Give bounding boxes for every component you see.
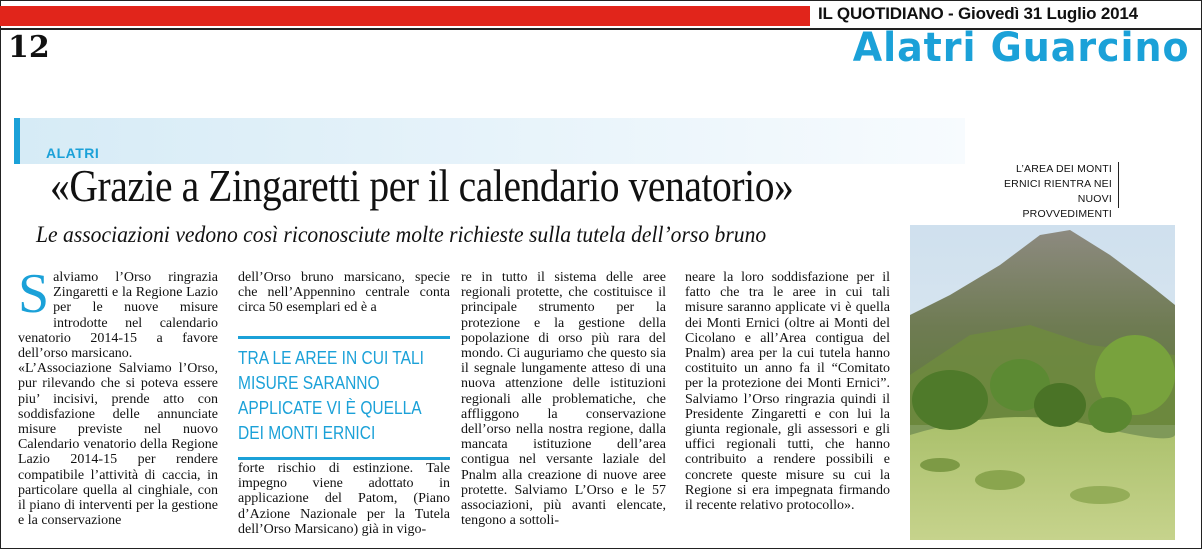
article-column-2-top [238,270,450,316]
article-headline: «Grazie a Zingaretti per il calendario venatorio» [50,160,794,211]
caption-line: NUOVI PROVVEDIMENTI [1022,193,1112,220]
section-title: Alatri Guarcino [853,25,1190,71]
drop-cap: S [18,263,50,325]
pull-quote-line: TRA LE AREE IN CUI TALI [238,347,424,368]
masthead-title: IL QUOTIDIANO - Giovedì 31 Luglio 2014 [818,4,1138,23]
caption-line: L’AREA DEI MONTI [1016,163,1112,175]
page-number: 12 [8,30,50,65]
photo-caption [1000,162,1112,222]
pull-quote [238,336,450,460]
caption-line: ERNICI RIENTRA NEI [1003,178,1112,190]
article-paragraph: dell’Orso bruno marsicano, specie che nell’Appennino centrale conta circa 50 esemplari ed è a [238,270,450,316]
pull-quote-line: DEI MONTI ERNICI [238,422,376,443]
article-paragraph: alviamo l’Orso ringrazia Zingaretti e la Regione Lazio per le nuove misure introdotte nel calendario venatorio 2014-15 a favore dell’orso marsicano. [18,270,218,362]
pull-quote-line: APPLICATE VI È QUELLA [238,397,422,418]
article-subhead: Le associazioni vedono così riconosciute molte richieste sulla tutela dell’orso bruno [36,222,767,248]
article-paragraph: «L’Associazione Salviamo l’Orso, pur rilevando che si poteva essere piu’ incisivi, prende atto con soddisfazione delle annunciate misure previste nel nuovo Calendario venatorio della Regione Lazio 2014-15 per rendere compatibile l’attività di caccia, in particolare quella al cinghiale, con il piano di interventi per la gestione e la conservazione [18,361,218,529]
article-paragraph: re in tutto il sistema delle aree regionali protette, che costituisce il principale strumento per la protezione e la gestione della popolazione di orso più rara del mondo. Ci auguriamo che questo sia il segnale lungamente atteso di una nuova attenzione delle istituzioni regionali alle problematiche, che affliggono la conservazione dell’orso nella nostra regione, dalla mancata istituzione dell’area contigua nel versante laziale del Pnalm alla creazione di nuove aree protette. Salviamo L’Orso e le 57 associazioni, più avanti elencate, tengono a sottoli- [461,270,666,529]
mountain-photo [910,225,1175,540]
caption-rule [1118,162,1119,208]
article-column-4 [685,270,890,513]
masthead-red-bar [0,6,810,26]
headline-band [20,118,965,164]
article-kicker: ALATRI [46,145,100,161]
article-column-2-bottom [238,461,450,537]
article-paragraph: forte rischio di estinzione. Tale impegno viene adottato in applicazione del Patom, (Piano d’Azione Nazionale per la Tutela dell’Orso Marsicano) già in vigo- [238,461,450,537]
article-column-3 [461,270,666,528]
article-column-1 [18,263,218,529]
article-paragraph: neare la loro soddisfazione per il fatto che tra le aree in cui tali misure saranno applicate vi è quella dei Monti Ernici (oltre ai Monti del Cicolano e all’Area contigua del Pnalm) area per la cui tutela hanno costituito un anno fa il “Comitato per la protezione dei Monti Ernici”. Salviamo l’Orso ringrazia quindi il Presidente Zingaretti e con lui la giunta regionale, gli assessori e gli uffici regionali tutti, che hanno contribuito a rendere possibili e concrete queste misure su cui la Regione si era impegnata firmando il recente relativo protocollo». [685,270,890,514]
pull-quote-line: MISURE SARANNO [238,372,380,393]
